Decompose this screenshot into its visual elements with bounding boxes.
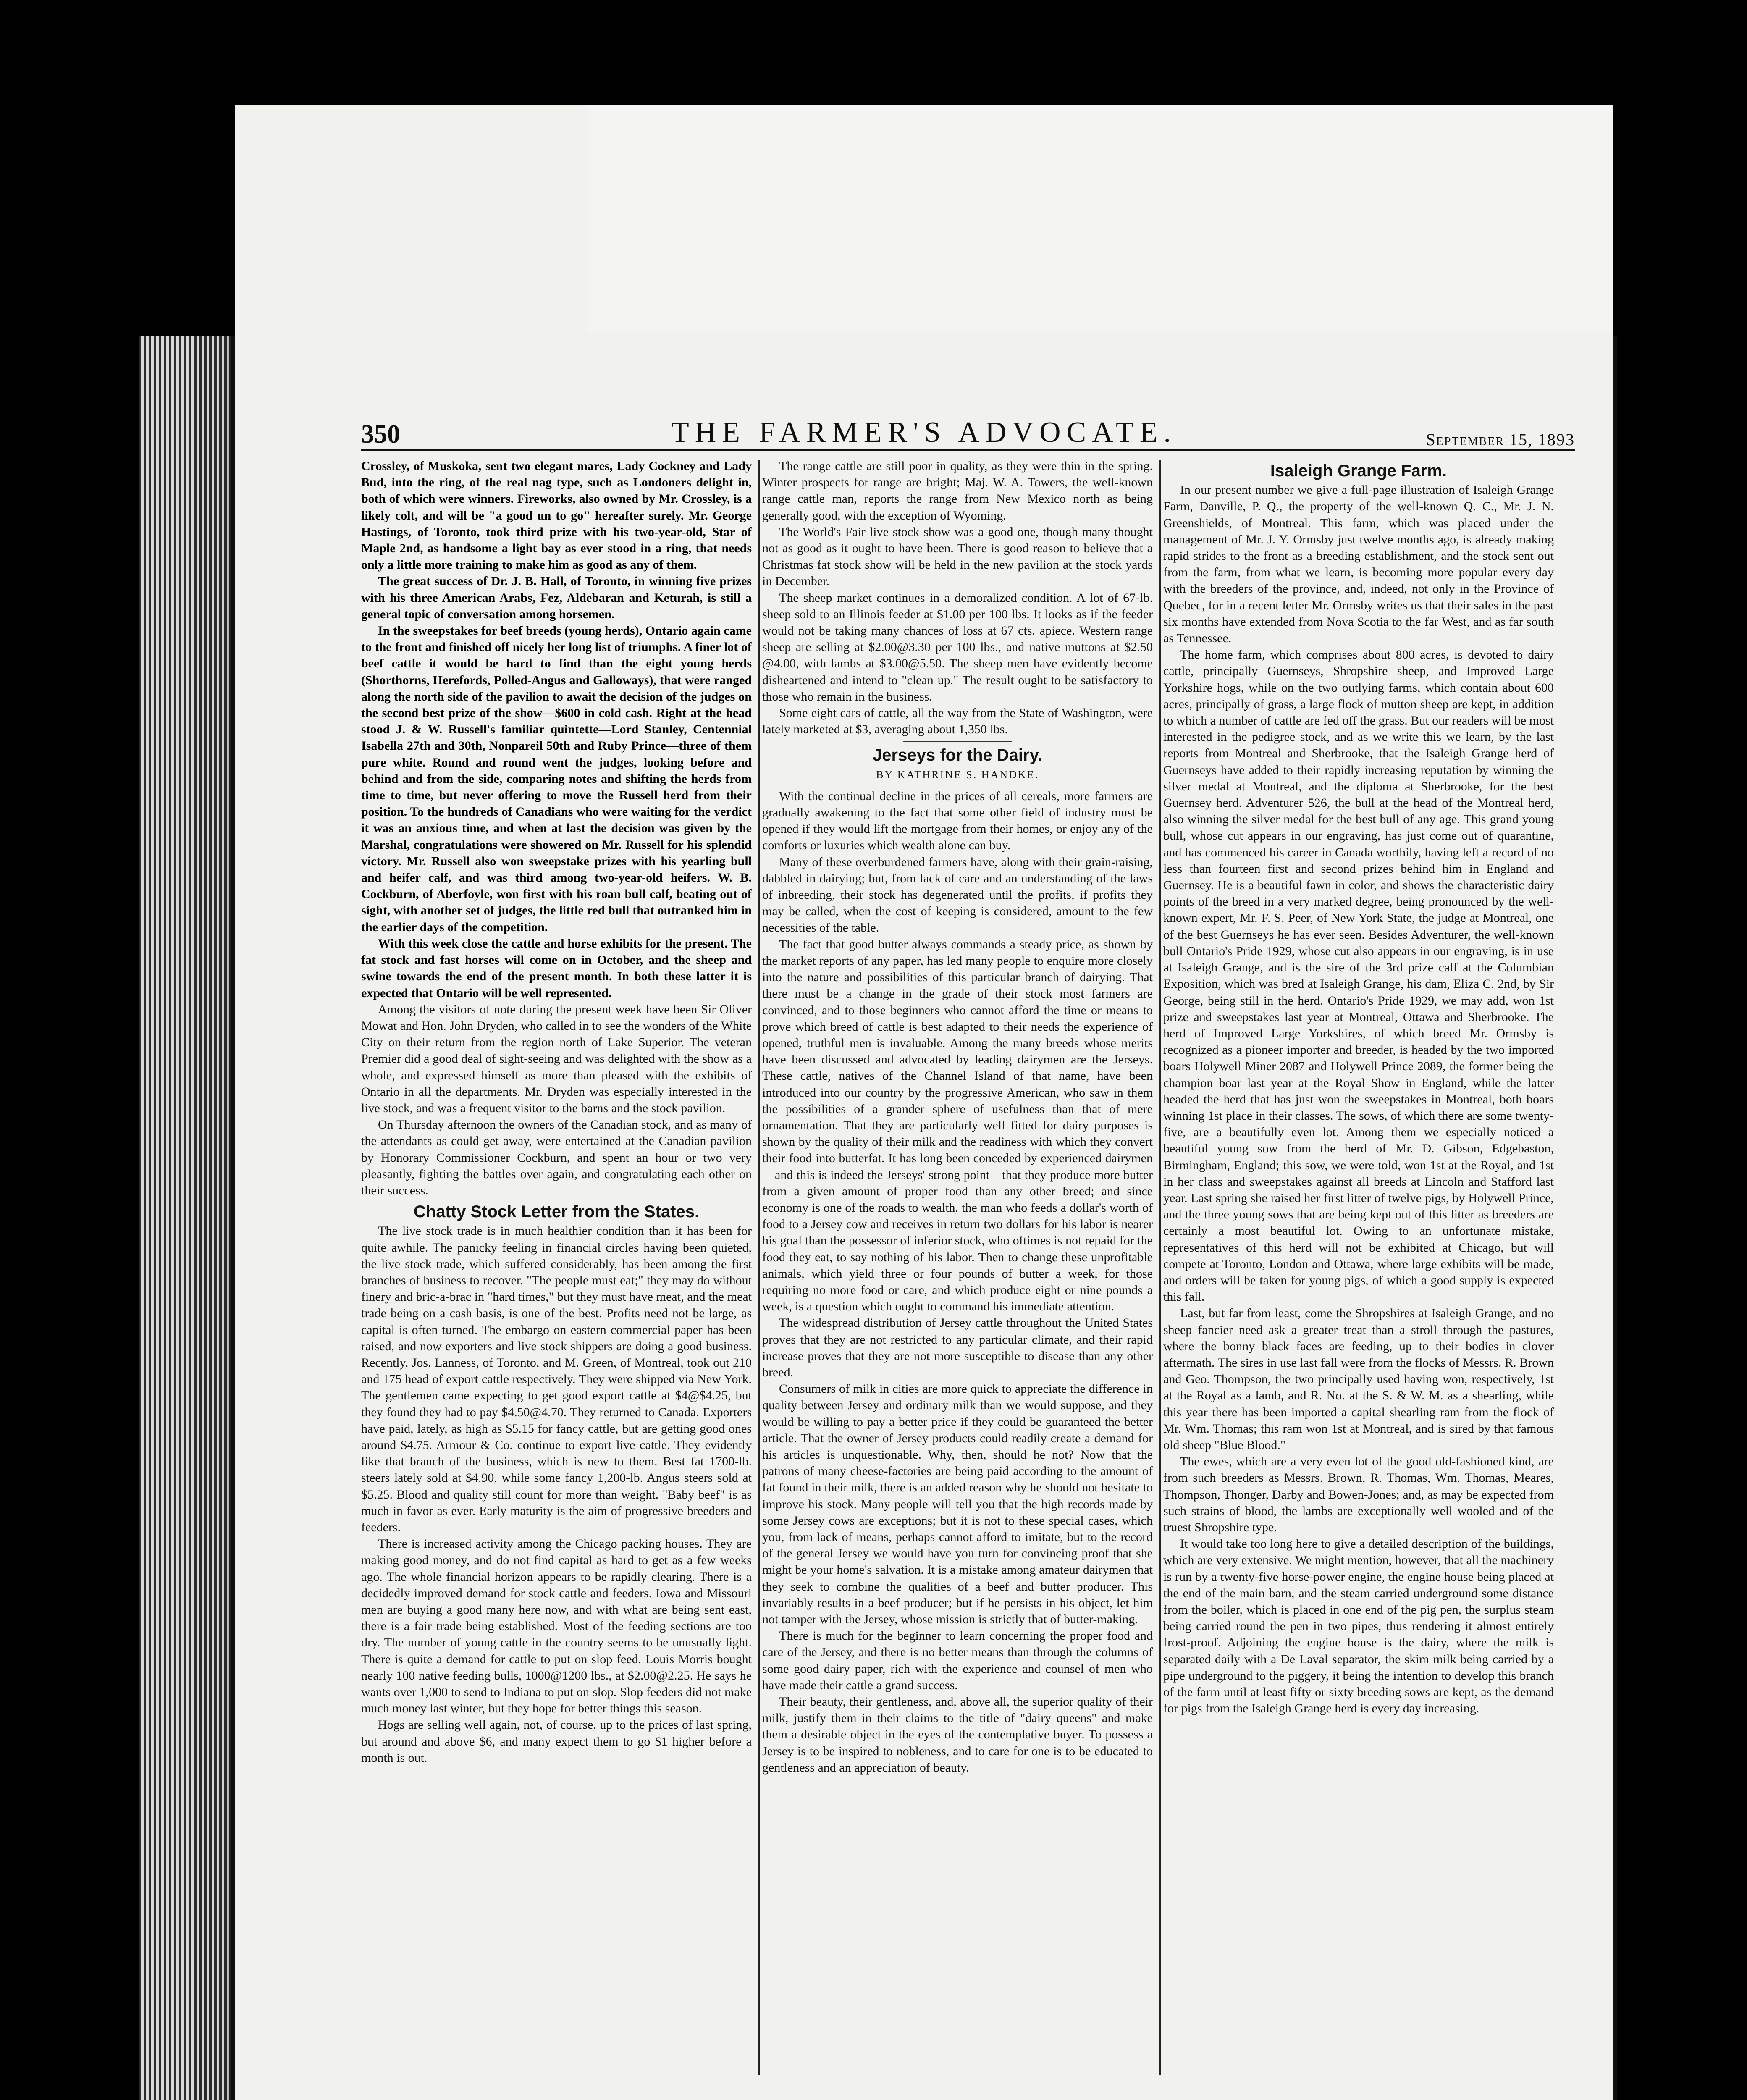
paragraph: Among the visitors of note during the present week have been Sir Oliver Mowat and Hon. John Dryden, who called in to see the wonders of the White City on their return from the region north of Lake Superior. The veteran Premier did a good deal of sight-seeing and was delighted with the show as a whole, and expressed himself as more than pleased with the exhibits of Ontario in all the departments. Mr. Dryden was especially interested in the live stock, and was a frequent visitor to the barns and the stock pavilion. <box>361 1002 752 1115</box>
article-byline: BY KATHRINE S. HANDKE. <box>876 768 1039 781</box>
issue-date: September 15, 1893 <box>1426 430 1575 449</box>
page-header <box>361 412 1575 452</box>
paragraph: On Thursday afternoon the owners of the Canadian stock, and as many of the attendants as could get away, were entertained at the Canadian pavilion by Honorary Commissioner Cockburn, and spent an hour or two very pleasantly, fighting the battles over again, and congratulating each other on their success. <box>361 1118 752 1197</box>
paragraph: The ewes, which are a very even lot of the good old-fashioned kind, are from such breeders as Messrs. Brown, R. Thomas, Wm. Thomas, Meares, Thompson, Thonger, Darby and Bowen-Jones; and, as may be expected from such strains of blood, the lambs are exceptionally well wooled and of the truest Shropshire type. <box>1163 1454 1554 1534</box>
column-1 <box>361 458 752 2083</box>
column-rule-2 <box>1159 460 1161 2075</box>
paragraph: Their beauty, their gentleness, and, above all, the superior quality of their milk, justify them in their claims to the title of "dairy queens" and make them a desirable object in the eyes of the contemplative buyer. To possess a Jersey is to be inspired to nobleness, and to care for one is to be educated to gentleness and an appreciation of beauty. <box>762 1695 1153 1774</box>
paragraph: Some eight cars of cattle, all the way from the State of Washington, were lately marketed at $3, averaging about 1,350 lbs. <box>762 706 1153 737</box>
article-heading: Chatty Stock Letter from the States. <box>413 1202 700 1221</box>
page-top-margin <box>588 105 1613 332</box>
column-2 <box>762 458 1153 2083</box>
paragraph: There is much for the beginner to learn concerning the proper food and care of the Jersey, and there is no better means than through the columns of some good dairy paper, rich with the experience and counsel of men who have made their cattle a grand success. <box>762 1629 1153 1692</box>
paragraph: Last, but far from least, come the Shropshires at Isaleigh Grange, and no sheep fancier need ask a greater treat than a stroll through the pastures, where the bonny black faces are feeding, up to their bodies in clover aftermath. The sires in use last fall were from the flocks of Messrs. R. Brown and Geo. Thompson, the two principally used having won, respectively, 1st at the Royal as a lamb, and R. No. at the S. & W. M. as a shearling, while this year there has been imported a capital shearling ram from the flock of Mr. Wm. Thomas; this ram won 1st at Montreal, and is sired by that famous old sheep "Blue Blood." <box>1163 1306 1554 1452</box>
masthead-title: THE FARMER'S ADVOCATE. <box>671 416 1177 449</box>
page-edges <box>139 336 231 2100</box>
page-number: 350 <box>361 420 400 449</box>
paragraph: Consumers of milk in cities are more quick to appreciate the difference in quality between Jersey and ordinary milk than we would suppose, and they would be willing to pay a better price if they could be guaranteed the better article. That the owner of Jersey products could readily create a demand for his articles is unquestionable. Why, then, should he not? Now that the patrons of many cheese-factories are being paid according to the amount of fat found in their milk, there is an added reason why he should not hesitate to improve his stock. Many people will tell you that the high records made by some Jersey cows are exceptions; but it is not to these special cases, which you, from lack of means, perhaps cannot afford to imitate, but to the record of the general Jersey we would have you turn for convincing proof that she might be your home's salvation. It is a mistake among amateur dairymen that they seek to combine the qualities of a beef and butter producer. This invariably results in a beef producer; but if he persists in his object, let him not tamper with the Jersey, whose mission is strictly that of butter-making. <box>762 1382 1153 1627</box>
paragraph: The range cattle are still poor in quality, as they were thin in the spring. Winter prospects for range are bright; Maj. W. A. Towers, the well-known range cattle man, reports the range from New Mexico north as being generally good, with the exception of Wyoming. <box>762 459 1153 522</box>
paragraph: Crossley, of Muskoka, sent two elegant mares, Lady Cockney and Lady Bud, into the ring, of the real nag type, such as Londoners delight in, both of which were winners. Fireworks, also owned by Mr. Crossley, is a likely colt, and will be "a good un to go" hereafter surely. Mr. George Hastings, of Toronto, took third prize with his two-year-old, Star of Maple 2nd, as handsome a light bay as ever stood in a ring, that needs only a little more training to make him as good as any of them. <box>361 459 752 572</box>
paragraph: The widespread distribution of Jersey cattle throughout the United States proves that they are not restricted to any particular climate, and their rapid increase proves that they are not more susceptible to disease than any other breed. <box>762 1316 1153 1379</box>
paragraph: There is increased activity among the Chicago packing houses. They are making good money, and do not find capital as hard to get as a few weeks ago. The whole financial horizon appears to be rapidly clearing. There is a decidedly improved demand for stock cattle and feeders. Iowa and Missouri men are buying a good many here now, and with what are being sent east, there is a fair trade being established. Most of the feeding sections are too dry. The number of young cattle in the country seems to be unusually light. There is quite a demand for cattle to put on slop feed. Louis Morris bought nearly 100 native feeding bulls, 1000@1200 lbs., at $2.00@2.25. He says he wants over 1,000 to send to Indiana to put on slop. Slop feeders did not make much money last winter, but they hope for better things this season. <box>361 1537 752 1716</box>
column-3 <box>1163 458 1554 2083</box>
paragraph: Many of these overburdened farmers have, along with their grain-raising, dabbled in dairying; but, from lack of care and an understanding of the laws of inbreeding, their stock has degenerated until the profits, if profits they may be called, when the cost of keeping is considered, amount to the few necessities of the table. <box>762 855 1153 935</box>
column-rule-1 <box>758 460 760 2075</box>
article-heading: Jerseys for the Dairy. <box>873 746 1042 765</box>
paragraph: It would take too long here to give a detailed description of the buildings, which are very extensive. We might mention, however, that all the machinery is run by a twenty-five horse-power engine, the engine house being placed at the end of the main barn, and the steam carried underground some distance from the boiler, which is placed in one end of the pig pen, the surplus steam being carried round the pen in two pipes, thus rendering it almost entirely frost-proof. Adjoining the engine house is the dairy, where the milk is separated daily with a De Laval separator, the skim milk being carried by a pipe underground to the piggery, it being the intention to develop this branch of the farm until at least fifty or sixty breeding sows are kept, as the demand for pigs from the Isaleigh Grange herd is every day increasing. <box>1163 1537 1554 1716</box>
paragraph: The World's Fair live stock show was a good one, though many thought not as good as it ought to have been. There is good reason to believe that a Christmas fat stock show will be held in the new pavilion at the stock yards in December. <box>762 525 1153 588</box>
section-divider <box>903 741 1012 742</box>
paragraph: The great success of Dr. J. B. Hall, of Toronto, in winning five prizes with his three American Arabs, Fez, Aldebaran and Keturah, is still a general topic of conversation among horsemen. <box>361 574 752 621</box>
article-heading: Isaleigh Grange Farm. <box>1270 462 1447 480</box>
paragraph: The live stock trade is in much healthier condition than it has been for quite awhile. The panicky feeling in financial circles having been quieted, the live stock trade, which suffered considerably, has been among the first branches of business to recover. "The people must eat;" they may do without finery and bric-a-brac in "hard times," but they must have meat, and the meat trade being on a cash basis, is one of the best. Profits need not be large, as capital is often turned. The embargo on eastern commercial paper has been raised, and now exporters and live stock shippers are doing a good business. Recently, Jos. Lanness, of Toronto, and M. Green, of Montreal, took out 210 and 175 head of export cattle respectively. They were shipped via New York. The gentlemen came expecting to get good export cattle at $4@$4.25, but they found they had to pay $4.50@4.70. They returned to Canada. Exporters have paid, lately, as high as $5.15 for fancy cattle, but are getting good ones around $4.75. Armour & Co. continue to export live cattle. They evidently like that branch of the business, which is new to them. Best fat 1700-lb. steers lately sold at $4.90, while some fancy 1,200-lb. Angus steers sold at $5.25. Blood and quality still count for more than weight. "Baby beef" is as much in favor as ever. Early maturity is the aim of progressive breeders and feeders. <box>361 1224 752 1534</box>
paragraph: Hogs are selling well again, not, of course, up to the prices of last spring, but around and above $6, and many expect them to go $1 higher before a month is out. <box>361 1718 752 1765</box>
paragraph: In our present number we give a full-page illustration of Isaleigh Grange Farm, Danville, P. Q., the property of the well-known Q. C., Mr. J. N. Greenshields, of Montreal. This farm, which was placed under the management of Mr. J. Y. Ormsby just twelve months ago, is already making rapid strides to the front as a breeding establishment, and the stock sent out from the farm, from what we learn, is becoming more popular every day with the breeders of the province, and, indeed, not only in the Province of Quebec, for in a recent letter Mr. Ormsby writes us that their sales in the past six months have extended from Nova Scotia to the far West, and as far south as Tennessee. <box>1163 483 1554 646</box>
paragraph: The home farm, which comprises about 800 acres, is devoted to dairy cattle, principally Guernseys, Shropshire sheep, and Improved Large Yorkshire hogs, while on the two outlying farms, which contain about 600 acres, principally of grass, a large flock of mutton sheep are kept, in addition to which a number of cattle are fed off the grass. But our readers will be most interested in the pedigree stock, and as we write this we learn, by the last reports from Montreal and Sherbrooke, that the Isaleigh Grange herd of Guernseys have added to their rapidly increasing reputation by winning the silver medal at Montreal, and the diploma at Sherbrooke, for the best Guernsey herd. Adventurer 526, the bull at the head of the Montreal herd, also winning the silver medal for the best bull of any age. This grand young bull, whose cut appears in our engraving, has just come out of quarantine, and has commenced his career in Canada worthily, having left a record of no less than fourteen first and second prizes behind him in England and Guernsey. He is a beautiful fawn in color, and shows the characteristic dairy points of the breed in a very marked degree, being pronounced by the well-known expert, Mr. F. S. Peer, of New York State, the judge at Montreal, one of the best Guernseys he has ever seen. Besides Adventurer, the well-known bull Ontario's Pride 1929, whose cut also appears in our engraving, is in use at Isaleigh Grange, and is the sire of the 3rd prize calf at the Columbian Exposition, which was bred at Isaleigh Grange, his dam, Eliza C. 2nd, by Sir George, being still in the herd. Ontario's Pride 1929, we may add, won 1st prize and sweepstakes last year at Montreal, Ottawa and Sherbrooke. The herd of Improved Large Yorkshires, of which breed Mr. Ormsby is recognized as a pioneer importer and breeder, is headed by the two imported boars Holywell Miner 2087 and Holywell Prince 2089, the former being the champion boar last year at the Royal Show in England, while the latter headed the herd that has just won the sweepstakes in Montreal, both boars winning 1st place in their classes. The sows, of which there are some twenty-five, are a beautifully even lot. Among them we especially noticed a beautiful young sow from the herd of Mr. D. Gibson, Edgebaston, Birmingham, England; this sow, we were told, won 1st at the Royal, and 1st in her class and sweepstakes against all breeds at Lincoln and Stafford last year. Last spring she raised her first litter of twelve pigs, by Holywell Prince, and the three young sows that are being kept out of this litter as breeders are certainly a most beautiful lot. Owing to an unfortunate mistake, representatives of this herd will not be exhibited at Chicago, but will compete at Toronto, London and Ottawa, where large exhibits will be made, and orders will be taken for young pigs, of which a good supply is expected this fall. <box>1163 648 1554 1304</box>
paragraph: The sheep market continues in a demoralized condition. A lot of 67-lb. sheep sold to an Illinois feeder at $1.00 per 100 lbs. It looks as if the feeder would not be taking many chances of loss at 67 cts. apiece. Western range sheep are selling at $2.00@3.30 per 100 lbs., and native muttons at $2.50 @4.00, with lambs at $3.00@5.50. The sheep men have evidently become disheartened and intend to "clean up." The result ought to be satisfactory to those who remain in the business. <box>762 591 1153 704</box>
paragraph: With the continual decline in the prices of all cereals, more farmers are gradually awakening to the fact that some other field of industry must be opened if they would lift the mortgage from their homes, or enjoy any of the comforts or luxuries which wealth alone can buy. <box>762 789 1153 853</box>
paragraph: The fact that good butter always commands a steady price, as shown by the market reports of any paper, has led many people to enquire more closely into the nature and possibilities of this particular branch of dairying. That there must be a change in the grade of their stock most farmers are convinced, and to those beginners who cannot afford the time or means to prove which breed of cattle is best adapted to their needs the experience of opened, truthful men is invaluable. Among the many breeds whose merits have been discussed and advocated by leading dairymen are the Jerseys. These cattle, natives of the Channel Island of that name, have been introduced into our country by the progressive American, who saw in them the possibilities of a grander sphere of usefulness than that of mere ornamentation. That they are particularly well fitted for dairy purposes is shown by the quality of their milk and the readiness with which they convert their food into butterfat. It has long been conceded by experienced dairymen—and this is indeed the Jerseys' strong point—that they produce more butter from a given amount of proper food than any other breed; and since economy is one of the roads to wealth, the man who feeds a dollar's worth of food to a Jersey cow and receives in return two dollars for his labor is nearer his goal than the possessor of inferior stock, who oftimes is not repaid for the food they eat, to say nothing of his labor. Then to change these unprofitable animals, which yield three or four pounds of butter a week, for those requiring no more food or care, and which produce eight or nine pounds a week, is a question which ought to command his immediate attention. <box>762 937 1153 1314</box>
paragraph: In the sweepstakes for beef breeds (young herds), Ontario again came to the front and finished off nicely her long list of triumphs. A finer lot of beef cattle it would be hard to find than the eight young herds (Shorthorns, Herefords, Polled-Angus and Galloways), that were ranged along the north side of the pavilion to await the decision of the judges on the second best prize of the show—$600 in cold cash. Right at the head stood J. & W. Russell's familiar quintette—Lord Stanley, Centennial Isabella 27th and 30th, Nonpareil 50th and Ruby Prince—three of them pure white. Round and round went the judges, looking before and behind and from the side, comparing notes and shifting the herds from time to time, but never offering to move the Russell herd from their position. To the hundreds of Canadians who were waiting for the verdict it was an anxious time, and when at last the decision was given by the Marshal, congratulations were showered on Mr. Russell for his splendid victory. Mr. Russell also won sweepstake prizes with his yearling bull and heifer calf, and was third among two-year-old heifers. W. B. Cockburn, of Aberfoyle, won first with his roan bull calf, beating out of sight, with another set of judges, the little red bull that outranked him in the earlier days of the competition. <box>361 624 752 934</box>
paragraph: With this week close the cattle and horse exhibits for the present. The fat stock and fast horses will come on in October, and the sheep and swine towards the end of the present month. In both these latter it is expected that Ontario will be well represented. <box>361 936 752 1000</box>
